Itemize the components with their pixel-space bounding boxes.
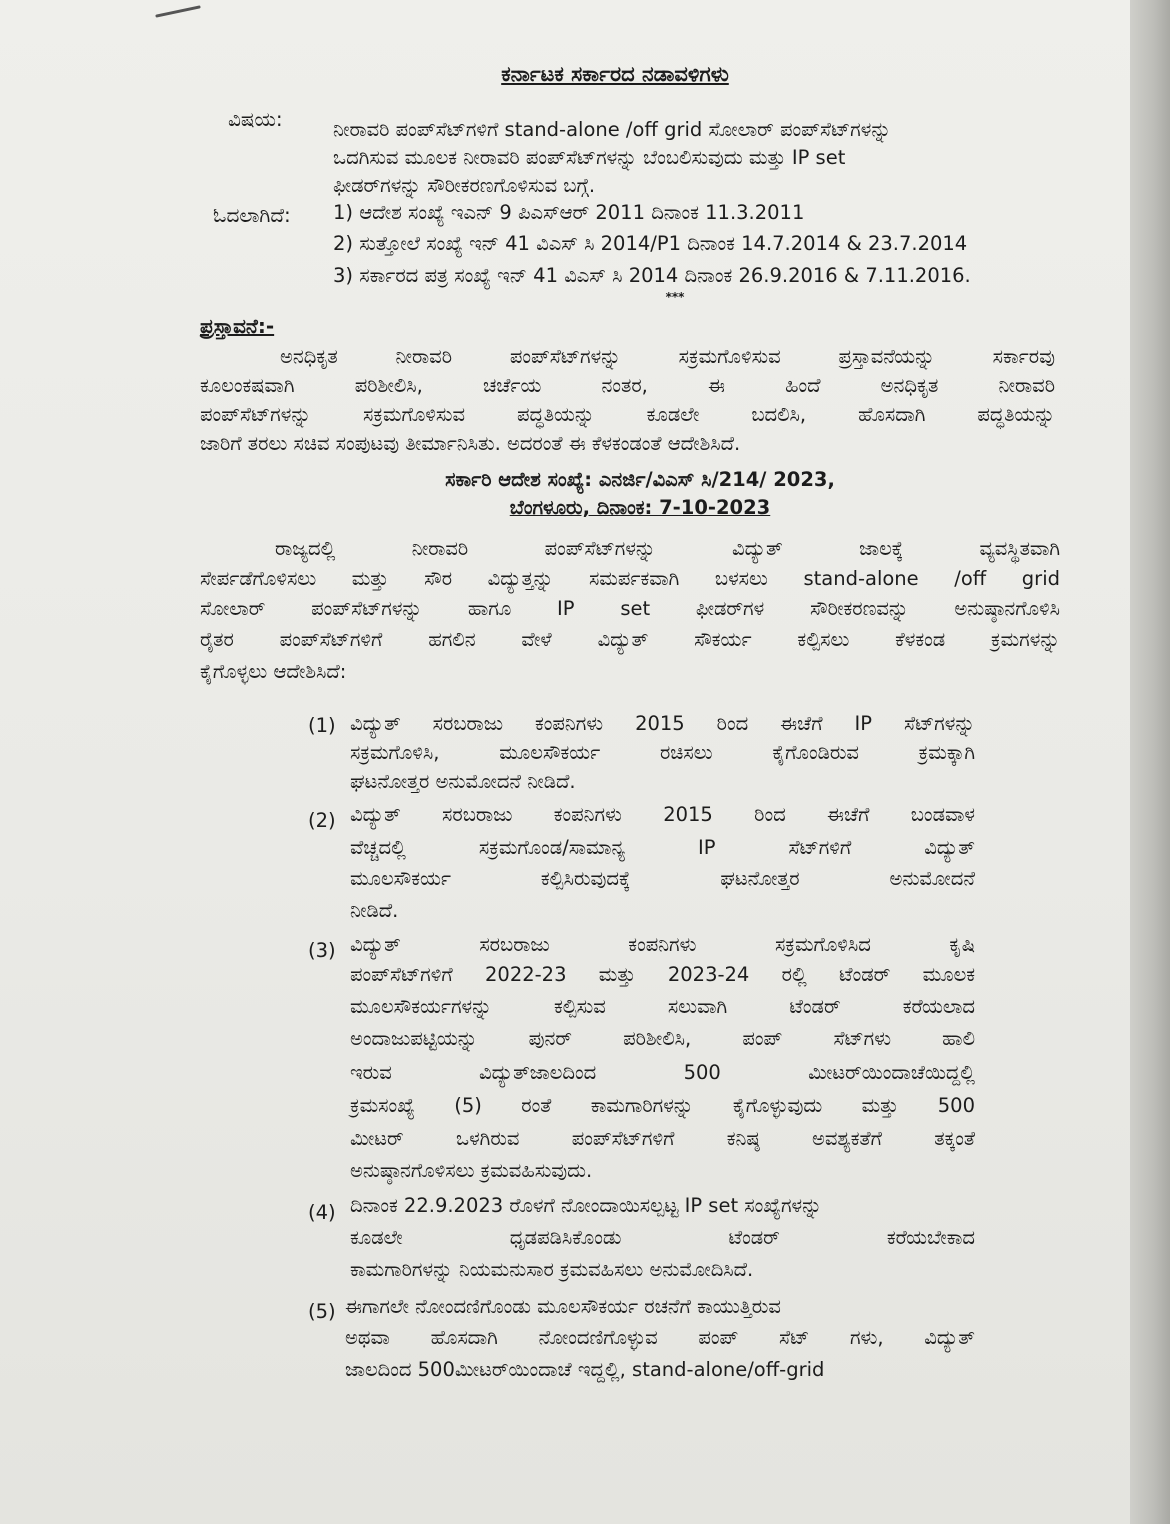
item-number: (1): [308, 714, 336, 737]
item-line: ಸಕ್ರಮಗೊಳಿಸಿ, ಮೂಲಸೌಕರ್ಯ ರಚಿಸಲು ಕೈಗೊಂಡಿರುವ ಕ್ರಮಕ್ಕಾಗಿ: [350, 741, 975, 764]
item-number: (2): [308, 809, 336, 832]
item-number: (3): [308, 939, 336, 962]
preamble-line: ಜಾರಿಗೆ ತರಲು ಸಚಿವ ಸಂಪುಟವು ತೀರ್ಮಾನಿಸಿತು. ಅದರಂತೆ ಈ ಕೆಳಕಂಡಂತೆ ಆದೇಶಿಸಿದೆ.: [200, 432, 741, 455]
item-number: (4): [308, 1201, 336, 1224]
page-edge-shadow: [1130, 0, 1170, 1524]
pen-mark: [155, 5, 201, 17]
item-line: ಜಾಲದಿಂದ 500ಮೀಟರ್‌ಯಿಂದಾಚೆ ಇದ್ದಲ್ಲಿ, stand-alone/off-grid: [345, 1358, 825, 1381]
item-line: ದಿನಾಂಕ 22.9.2023 ರೊಳಗೆ ನೋಂದಾಯಿಸಲ್ಪಟ್ಟ IP set ಸಂಖ್ಯೆಗಳನ್ನು: [350, 1194, 822, 1217]
item-line: ವಿದ್ಯುತ್ ಸರಬರಾಜು ಕಂಪನಿಗಳು 2015 ರಿಂದ ಈಚೆಗೆ ಬಂಡವಾಳ: [350, 803, 975, 826]
references-label: ಓದಲಾಗಿದೆ:: [213, 203, 291, 227]
item-line: ಘಟನೋತ್ತರ ಅನುಮೋದನೆ ನೀಡಿದೆ.: [350, 770, 576, 793]
item-line: ಕ್ರಮಸಂಖ್ಯೆ (5) ರಂತೆ ಕಾಮಗಾರಿಗಳನ್ನು ಕೈಗೊಳ್ಳುವುದು ಮತ್ತು 500: [350, 1094, 975, 1117]
item-line: ಮೂಲಸೌಕರ್ಯಗಳನ್ನು ಕಲ್ಪಿಸುವ ಸಲುವಾಗಿ ಟೆಂಡರ್ ಕರೆಯಲಾದ: [350, 995, 975, 1018]
separator-stars: ***: [665, 290, 685, 304]
order-number: ಸರ್ಕಾರಿ ಆದೇಶ ಸಂಖ್ಯೆ: ಎನರ್ಜಿ/ವಿಎಸ್ ಸಿ/214/ 2023,: [445, 468, 835, 491]
item-line: ಪಂಪ್‌ಸೆಟ್‌ಗಳಿಗೆ 2022-23 ಮತ್ತು 2023-24 ರಲ್ಲಿ ಟೆಂಡರ್ ಮೂಲಕ: [350, 963, 975, 986]
item-line: ಅಂದಾಜುಪಟ್ಟಿಯನ್ನು ಪುನರ್ ಪರಿಶೀಲಿಸಿ, ಪಂಪ್ ಸೆಟ್‌ಗಳು ಹಾಲಿ: [350, 1027, 975, 1050]
subject-line: ಒದಗಿಸುವ ಮೂಲಕ ನೀರಾವರಿ ಪಂಪ್‌ಸೆಟ್‌ಗಳನ್ನು ಬೆಂಬಲಿಸುವುದು ಮತ್ತು IP set: [333, 146, 846, 169]
body-line: ಕೈಗೊಳ್ಳಲು ಆದೇಶಿಸಿದೆ:: [200, 660, 347, 683]
preamble-line: ಪಂಪ್‌ಸೆಟ್‌ಗಳನ್ನು ಸಕ್ರಮಗೊಳಿಸುವ ಪದ್ಧತಿಯನ್ನು ಕೂಡಲೇ ಬದಲಿಸಿ, ಹೊಸದಾಗಿ ಪದ್ಧತಿಯನ್ನು: [200, 403, 1055, 426]
order-place-date: ಬೆಂಗಳೂರು, ದಿನಾಂಕ: 7-10-2023: [509, 496, 771, 519]
preamble-line: ಅನಧಿಕೃತ ನೀರಾವರಿ ಪಂಪ್‌ಸೆಟ್‌ಗಳನ್ನು ಸಕ್ರಮಗೊಳಿಸುವ ಪ್ರಸ್ತಾವನೆಯನ್ನು ಸರ್ಕಾರವು: [280, 345, 1055, 368]
item-line: ಅನುಷ್ಠಾನಗೊಳಿಸಲು ಕ್ರಮವಹಿಸುವುದು.: [350, 1159, 593, 1182]
item-line: ಮೀಟರ್ ಒಳಗಿರುವ ಪಂಪ್‌ಸೆಟ್‌ಗಳಿಗೆ ಕನಿಷ್ಠ ಅವಶ್ಯಕತೆಗೆ ತಕ್ಕಂತೆ: [350, 1127, 975, 1150]
reference-item: 2) ಸುತ್ತೋಲೆ ಸಂಖ್ಯೆ ಇನ್ 41 ವಿಎಸ್ ಸಿ 2014/P1 ದಿನಾಂಕ 14.7.2014 & 23.7.2014: [333, 232, 968, 255]
item-line: ಕಾಮಗಾರಿಗಳನ್ನು ನಿಯಮನುಸಾರ ಕ್ರಮವಹಿಸಲು ಅನುಮೋದಿಸಿದೆ.: [350, 1258, 754, 1281]
item-line: ಮೂಲಸೌಕರ್ಯ ಕಲ್ಪಿಸಿರುವುದಕ್ಕೆ ಘಟನೋತ್ತರ ಅನುಮೋದನೆ: [350, 867, 975, 890]
body-line: ರೈತರ ಪಂಪ್‌ಸೆಟ್‌ಗಳಿಗೆ ಹಗಲಿನ ವೇಳೆ ವಿದ್ಯುತ್ ಸೌಕರ್ಯ ಕಲ್ಪಿಸಲು ಕೆಳಕಂಡ ಕ್ರಮಗಳನ್ನು: [200, 628, 1060, 651]
item-line: ಕೂಡಲೇ ಧೃಡಪಡಿಸಿಕೊಂಡು ಟೆಂಡರ್ ಕರೆಯಬೇಕಾದ: [350, 1226, 975, 1249]
item-line: ವಿದ್ಯುತ್ ಸರಬರಾಜು ಕಂಪನಿಗಳು 2015 ರಿಂದ ಈಚೆಗೆ IP ಸೆಟ್‌ಗಳನ್ನು: [350, 712, 975, 735]
item-line: ವಿದ್ಯುತ್ ಸರಬರಾಜು ಕಂಪನಿಗಳು ಸಕ್ರಮಗೊಳಿಸಿದ ಕೃಷಿ: [350, 933, 975, 956]
item-line: ಇರುವ ವಿದ್ಯುತ್‌ಜಾಲದಿಂದ 500 ಮೀಟರ್‌ಯಿಂದಾಚೆಯಿದ್ದಲ್ಲಿ: [350, 1061, 975, 1084]
body-line: ರಾಜ್ಯದಲ್ಲಿ ನೀರಾವರಿ ಪಂಪ್‌ಸೆಟ್‌ಗಳನ್ನು ವಿದ್ಯುತ್ ಜಾಲಕ್ಕೆ ವ್ಯವಸ್ಥಿತವಾಗಿ: [275, 537, 1060, 560]
item-line: ನೀಡಿದೆ.: [350, 899, 399, 922]
subject-line: ನೀರಾವರಿ ಪಂಪ್‌ಸೆಟ್‌ಗಳಿಗೆ stand-alone /off grid ಸೋಲಾರ್ ಪಂಪ್‌ಸೆಟ್‌ಗಳನ್ನು: [333, 118, 891, 141]
item-line: ಅಥವಾ ಹೊಸದಾಗಿ ನೋಂದಣಿಗೊಳ್ಳುವ ಪಂಪ್ ಸೆಟ್ ಗಳು, ವಿದ್ಯುತ್: [345, 1326, 975, 1349]
document-title: ಕರ್ನಾಟಕ ಸರ್ಕಾರದ ನಡಾವಳಿಗಳು: [501, 62, 729, 86]
preamble-line: ಕೂಲಂಕಷವಾಗಿ ಪರಿಶೀಲಿಸಿ, ಚರ್ಚೆಯ ನಂತರ, ಈ ಹಿಂದೆ ಅನಧಿಕೃತ ನೀರಾವರಿ: [200, 374, 1055, 397]
body-line: ಸೇರ್ಪಡೆಗೊಳಿಸಲು ಮತ್ತು ಸೌರ ವಿದ್ಯುತ್ತನ್ನು ಸಮರ್ಪಕವಾಗಿ ಬಳಸಲು stand-alone /off grid: [200, 567, 1060, 590]
body-line: ಸೋಲಾರ್ ಪಂಪ್‌ಸೆಟ್‌ಗಳನ್ನು ಹಾಗೂ IP set ಫೀಡರ್‌ಗಳ ಸೌರೀಕರಣವನ್ನು ಅನುಷ್ಠಾನಗೊಳಿಸಿ: [200, 597, 1060, 620]
item-line: ಈಗಾಗಲೇ ನೋಂದಣಿಗೊಂಡು ಮೂಲಸೌಕರ್ಯ ರಚನೆಗೆ ಕಾಯುತ್ತಿರುವ: [345, 1295, 781, 1318]
preamble-heading: ಪ್ರಸ್ತಾವನೆ:-: [200, 314, 275, 338]
reference-item: 1) ಆದೇಶ ಸಂಖ್ಯೆ ಇಎನ್ 9 ಪಿಎಸ್‌ಆರ್ 2011 ದಿನಾಂಕ 11.3.2011: [333, 201, 805, 224]
reference-item: 3) ಸರ್ಕಾರದ ಪತ್ರ ಸಂಖ್ಯೆ ಇನ್ 41 ವಿಎಸ್ ಸಿ 2014 ದಿನಾಂಕ 26.9.2016 & 7.11.2016.: [333, 264, 971, 287]
subject-label: ವಿಷಯ:: [228, 107, 283, 131]
item-number: (5): [308, 1300, 336, 1323]
subject-line: ಫೀಡರ್‌ಗಳನ್ನು ಸೌರೀಕರಣಗೊಳಿಸುವ ಬಗ್ಗೆ.: [333, 174, 596, 197]
item-line: ವೆಚ್ಚದಲ್ಲಿ ಸಕ್ರಮಗೊಂಡ/ಸಾಮಾನ್ಯ IP ಸೆಟ್‌ಗಳಿಗೆ ವಿದ್ಯುತ್: [350, 836, 975, 859]
